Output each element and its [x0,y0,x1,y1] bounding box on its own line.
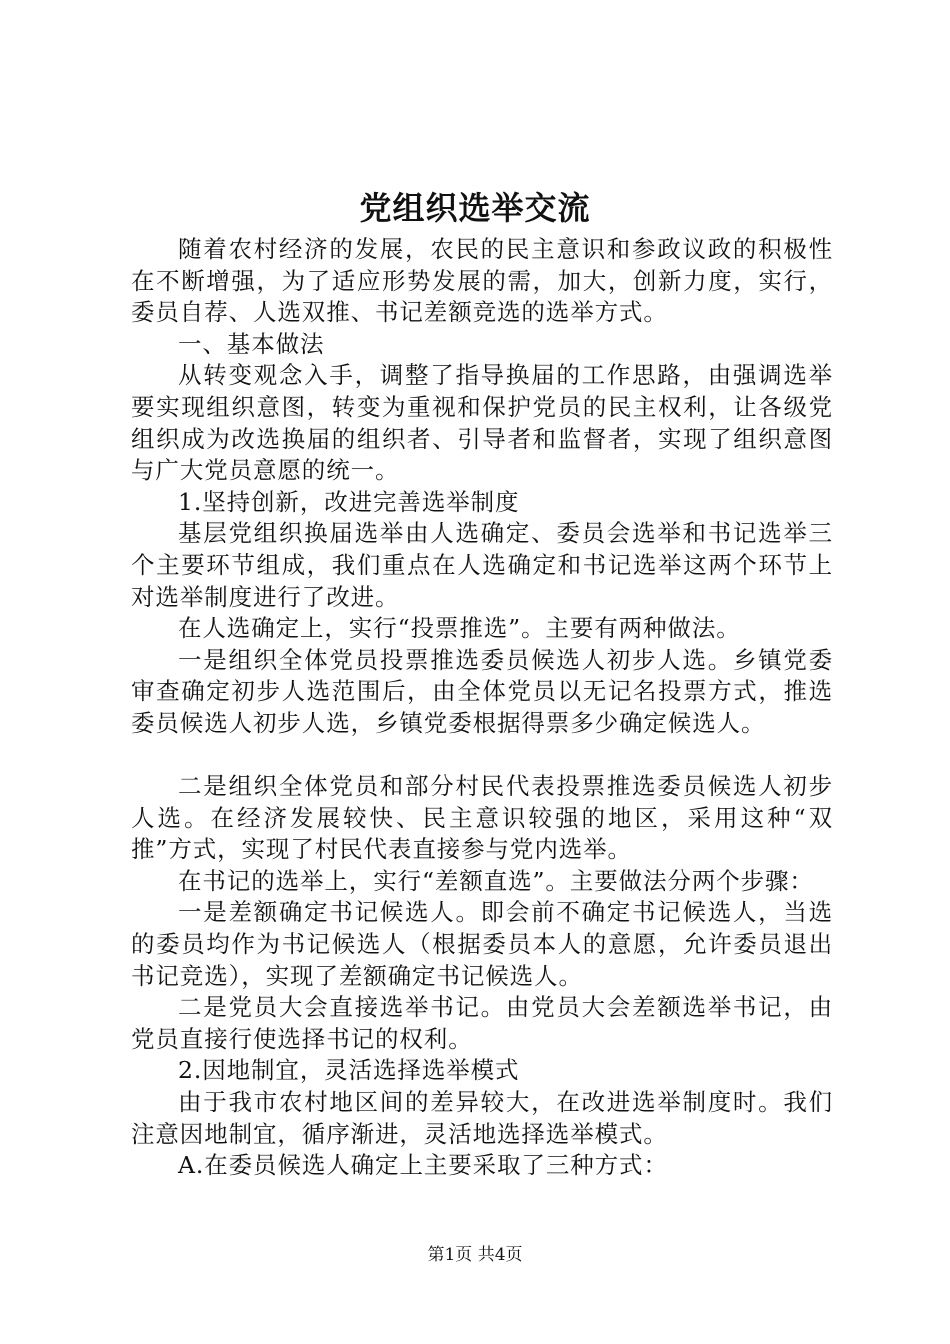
document-title: 党组织选举交流 [359,189,591,227]
section-heading-basic-practice: 一、基本做法 [178,329,325,358]
paragraph-secretary-election: 在书记的选举上，实行“差额直选”。主要做法分两个步骤： [178,866,814,895]
paragraph-method-one: 一是组织全体党员投票推选委员候选人初步人选。乡镇党委审查确定初步人选范围后，由全体党员以无记名投票方式，推选委员候选人初步人选，乡镇党委根据得票多少确定候选人。 [131,645,833,737]
paragraph-step-one: 一是差额确定书记候选人。即会前不确定书记候选人，当选的委员均作为书记候选人（根据委员本人的意愿，允许委员退出书记竞选），实现了差额确定书记候选人。 [131,898,833,990]
paragraph-candidate-methods: A.在委员候选人确定上主要采取了三种方式： [178,1151,668,1180]
subheading-local-conditions: 2.因地制宜，灵活选择选举模式 [178,1056,520,1085]
paragraph-regional-differences: 由于我市农村地区间的差异较大，在改进选举制度时。我们注意因地制宜，循序渐进，灵活地选择选举模式。 [131,1088,833,1148]
paragraph-step-two: 二是党员大会直接选举书记。由党员大会差额选举书记，由党员直接行使选择书记的权利。 [131,993,833,1053]
paragraph-election-stages: 基层党组织换届选举由人选确定、委员会选举和书记选举三个主要环节组成，我们重点在人选确定和书记选举这两个环节上对选举制度进行了改进。 [131,519,833,611]
page-footer: 第1页 共4页 [427,1245,523,1265]
paragraph-method-two: 二是组织全体党员和部分村民代表投票推选委员候选人初步人选。在经济发展较快、民主意识较强的地区，采用这种“双推”方式，实现了村民代表直接参与党内选举。 [131,772,833,864]
paragraph-vote-nomination: 在人选确定上，实行“投票推选”。主要有两种做法。 [178,614,741,643]
paragraph-concept: 从转变观念入手，调整了指导换届的工作思路，由强调选举要实现组织意图，转变为重视和保护党员的民主权利，让各级党组织成为改选换届的组织者、引导者和监督者，实现了组织意图与广大党员意愿的统一。 [131,361,833,485]
document-body [131,234,833,1182]
paragraph-spacer [131,740,833,772]
subheading-innovation: 1.坚持创新，改进完善选举制度 [178,487,520,516]
paragraph-intro: 随着农村经济的发展，农民的民主意识和参政议政的积极性在不断增强，为了适应形势发展的需，加大，创新力度，实行，委员自荐、人选双推、书记差额竞选的选举方式。 [131,235,833,327]
